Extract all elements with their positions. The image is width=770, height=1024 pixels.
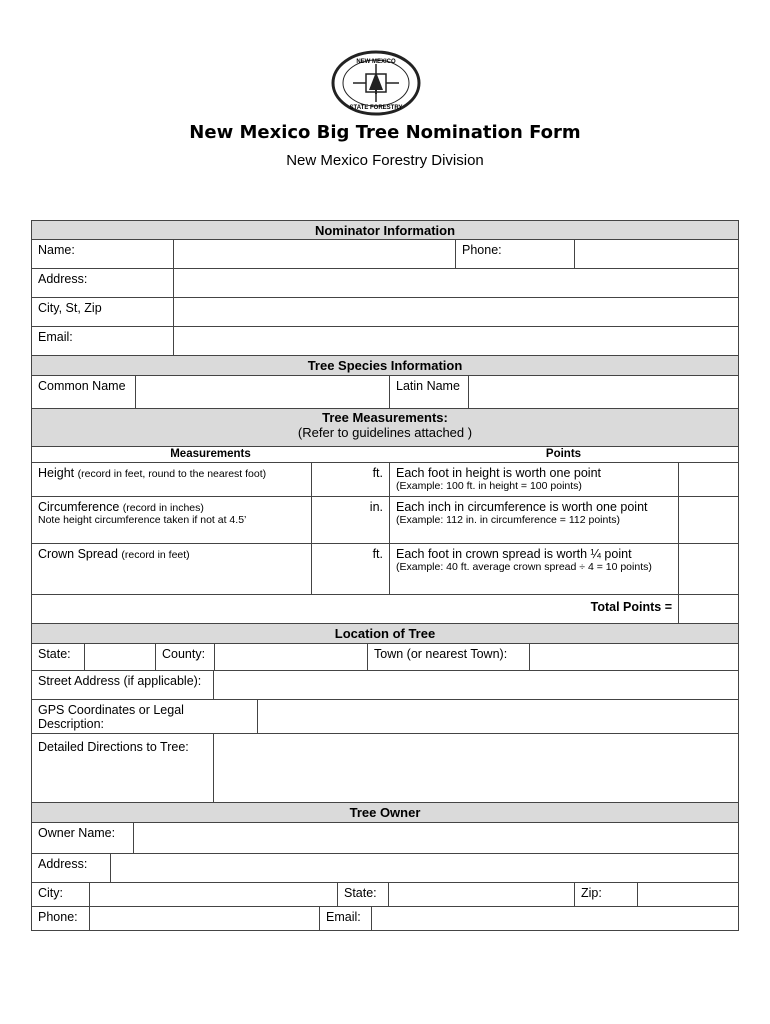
circ-unit: in.: [369, 500, 383, 514]
height-field[interactable]: [311, 463, 389, 496]
owner-phone-field[interactable]: [89, 907, 319, 930]
height-note: (record in feet, round to the nearest foot): [77, 468, 267, 480]
crown-points-example: (Example: 40 ft. average crown spread ÷ 4 = 10 points): [396, 561, 652, 573]
directions-field[interactable]: [213, 734, 738, 802]
owner-name-label: Owner Name:: [38, 826, 116, 840]
owner-city-row: [31, 883, 739, 907]
svg-text:STATE FORESTRY: STATE FORESTRY: [349, 105, 403, 111]
city-field[interactable]: [173, 298, 738, 326]
owner-city-label: City:: [38, 886, 63, 900]
circ-points-text: Each inch in circumference is worth one point: [396, 500, 648, 514]
street-row: [31, 671, 739, 700]
species-row: [31, 376, 739, 409]
town-field[interactable]: [529, 644, 738, 670]
circ-note: (record in inches): [122, 502, 204, 514]
common-name-field[interactable]: [135, 376, 389, 408]
loc-state-field[interactable]: [84, 644, 155, 670]
total-row: [31, 595, 739, 624]
circ-points-cell: [389, 497, 678, 543]
owner-state-field[interactable]: [388, 883, 574, 906]
crown-points-text: Each foot in crown spread is worth ¼ point: [396, 547, 632, 561]
circ-label-cell: [32, 497, 311, 543]
measurements-col-header: Measurements: [170, 448, 251, 460]
email-label: Email:: [38, 330, 73, 344]
city-label: City, St, Zip: [38, 301, 102, 315]
crown-unit: ft.: [372, 547, 383, 561]
gps-label: GPS Coordinates or Legal Description:: [38, 703, 184, 731]
measurements-col-headers: [31, 447, 739, 463]
owner-zip-label: Zip:: [574, 883, 637, 906]
height-unit: ft.: [372, 466, 383, 480]
points-col-header: Points: [545, 448, 582, 460]
name-field[interactable]: [173, 240, 455, 268]
species-header: Tree Species Information: [31, 356, 739, 376]
circ-label: Circumference: [38, 500, 120, 514]
height-points-text: Each foot in height is worth one point: [396, 466, 601, 480]
circ-points-field[interactable]: [678, 497, 738, 543]
owner-phone-row: [31, 907, 739, 931]
directions-row: [31, 734, 739, 803]
height-points-example: (Example: 100 ft. in height = 100 points): [396, 480, 582, 492]
owner-address-field[interactable]: [110, 854, 738, 882]
nomination-form: [31, 220, 739, 931]
circ-note-2: Note height circumference taken if not at 4.5’: [38, 514, 247, 526]
height-label-cell: [32, 463, 311, 496]
phone-label: Phone:: [455, 240, 574, 268]
owner-email-label: Email:: [319, 907, 371, 930]
street-field[interactable]: [213, 671, 738, 699]
address-label: Address:: [38, 272, 88, 286]
crown-label-cell: [32, 544, 311, 594]
nm-state-forestry-logo: [331, 50, 421, 116]
owner-city-field[interactable]: [89, 883, 337, 906]
nominator-email-row: [31, 327, 739, 356]
total-points-field[interactable]: [678, 595, 738, 623]
gps-row: [31, 700, 739, 734]
owner-header: Tree Owner: [31, 803, 739, 823]
address-field[interactable]: [173, 269, 738, 297]
crown-points-cell: [389, 544, 678, 594]
height-points-field[interactable]: [678, 463, 738, 496]
nominator-address-row: [31, 269, 739, 298]
nominator-city-row: [31, 298, 739, 327]
gps-field[interactable]: [257, 700, 738, 733]
owner-phone-label: Phone:: [38, 910, 78, 924]
latin-name-field[interactable]: [468, 376, 738, 408]
form-title: New Mexico Big Tree Nomination Form: [189, 122, 581, 143]
crown-label: Crown Spread: [38, 547, 118, 561]
svg-text:NEW MEXICO: NEW MEXICO: [356, 59, 396, 65]
measurements-header: [31, 409, 739, 447]
name-label: Name:: [38, 243, 75, 257]
loc-state-label: State:: [38, 647, 71, 661]
phone-field[interactable]: [574, 240, 738, 268]
measurements-title: Tree Measurements:: [322, 410, 448, 425]
crown-row: [31, 544, 739, 595]
nominator-name-row: [31, 240, 739, 269]
street-label: Street Address (if applicable):: [38, 674, 202, 688]
height-points-cell: [389, 463, 678, 496]
form-subtitle: New Mexico Forestry Division: [286, 152, 484, 169]
email-field[interactable]: [173, 327, 738, 355]
crown-field[interactable]: [311, 544, 389, 594]
latin-name-label: Latin Name: [389, 376, 468, 408]
height-row: [31, 463, 739, 497]
crown-points-field[interactable]: [678, 544, 738, 594]
circ-points-example: (Example: 112 in. in circumference = 112 points): [396, 514, 621, 526]
owner-name-row: [31, 823, 739, 854]
common-name-label: Common Name: [38, 379, 126, 393]
measurements-subtitle: (Refer to guidelines attached ): [297, 425, 473, 440]
owner-zip-field[interactable]: [637, 883, 738, 906]
circumference-row: [31, 497, 739, 544]
nominator-header: Nominator Information: [31, 220, 739, 240]
owner-email-field[interactable]: [371, 907, 738, 930]
directions-label: Detailed Directions to Tree:: [38, 740, 189, 754]
location-header: Location of Tree: [31, 624, 739, 644]
crown-note: (record in feet): [121, 549, 190, 561]
owner-name-field[interactable]: [133, 823, 738, 853]
town-label: Town (or nearest Town):: [367, 644, 529, 670]
circ-field[interactable]: [311, 497, 389, 543]
total-points-label: Total Points =: [590, 600, 672, 614]
location-state-row: [31, 644, 739, 671]
owner-state-label: State:: [337, 883, 388, 906]
owner-address-label: Address:: [38, 857, 88, 871]
owner-address-row: [31, 854, 739, 883]
height-label: Height: [38, 466, 75, 480]
county-field[interactable]: [214, 644, 367, 670]
county-label: County:: [155, 644, 214, 670]
